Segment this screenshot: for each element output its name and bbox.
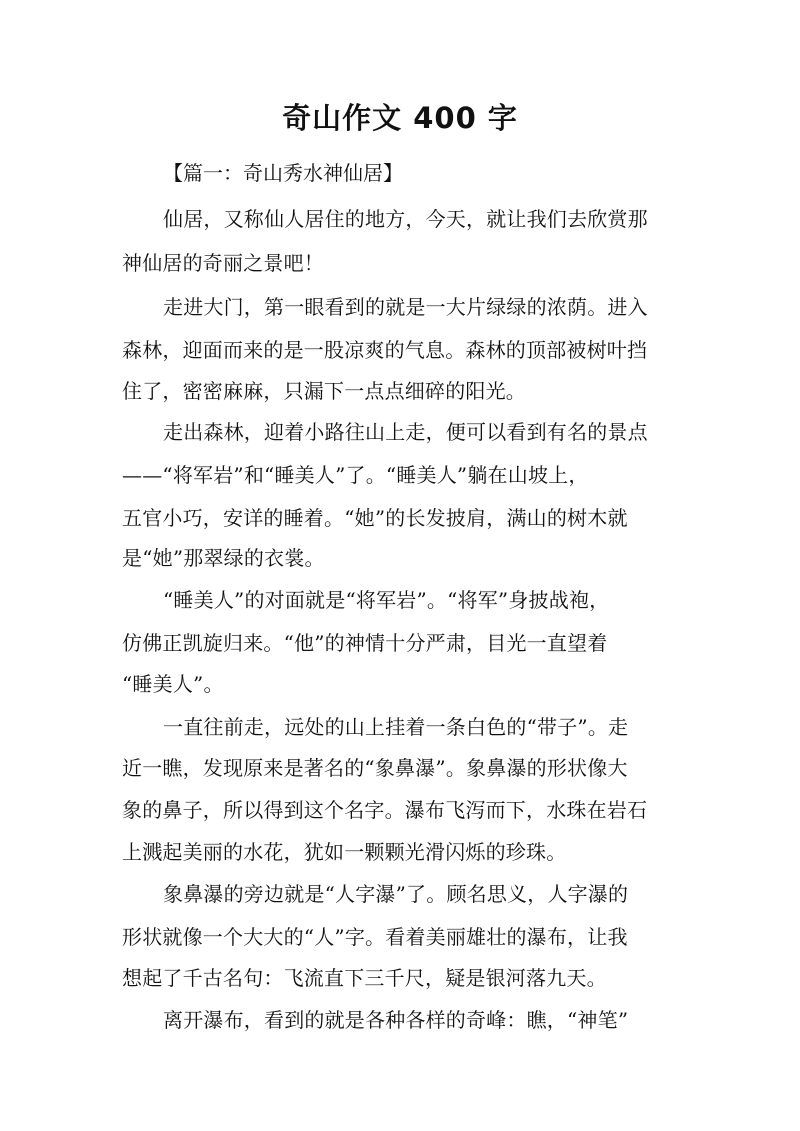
text-line: 离开瀑布，看到的就是各种各样的奇峰：瞧，“神笔” [163, 1008, 629, 1032]
text-line: 象鼻瀑的旁边就是“人字瀑”了。顾名思义，人字瀑的 [163, 882, 629, 906]
text-line: 形状就像一个大大的“人”字。看着美丽雄壮的瀑布，让我 [122, 925, 628, 949]
text-line: 走出森林，迎着小路往山上走，便可以看到有名的景点 [163, 420, 648, 444]
section-heading: 【篇一：奇山秀水神仙居】 [163, 161, 403, 185]
text-line: 一直往前走，远处的山上挂着一条白色的“带子”。走 [163, 715, 629, 739]
text-line: 神仙居的奇丽之景吧！ [122, 251, 324, 275]
text-line: 近一瞧，发现原来是著名的“象鼻瀑”。象鼻瀑的形状像大 [122, 756, 628, 780]
text-line: 是“她”那翠绿的衣裳。 [122, 546, 325, 570]
text-line: 五官小巧，安详的睡着。“她”的长发披肩，满山的树木就 [122, 506, 628, 530]
text-line: 仙居，又称仙人居住的地方，今天，就让我们去欣赏那 [163, 207, 648, 231]
text-line: ——“将军岩”和“睡美人”了。“睡美人”躺在山坡上， [122, 463, 589, 487]
text-line: 上溅起美丽的水花，犹如一颗颗光滑闪烁的珍珠。 [122, 840, 567, 864]
text-line: 想起了千古名句：飞流直下三千尺，疑是银河落九天。 [122, 966, 607, 990]
page-title: 奇山作文 400 字 [282, 101, 518, 135]
text-line: 仿佛正凯旋归来。“他”的神情十分严肃，目光一直望着 [122, 631, 608, 655]
text-line: 住了，密密麻麻，只漏下一点点细碎的阳光。 [122, 379, 526, 403]
text-line: 森林，迎面而来的是一股凉爽的气息。森林的顶部被树叶挡 [122, 338, 648, 362]
text-line: “睡美人”。 [122, 672, 224, 696]
text-line: 走进大门，第一眼看到的就是一大片绿绿的浓荫。进入 [163, 295, 648, 319]
text-line: “睡美人”的对面就是“将军岩”。“将军”身披战袍， [163, 588, 610, 612]
text-line: 象的鼻子，所以得到这个名字。瀑布飞泻而下，水珠在岩石 [122, 798, 648, 822]
